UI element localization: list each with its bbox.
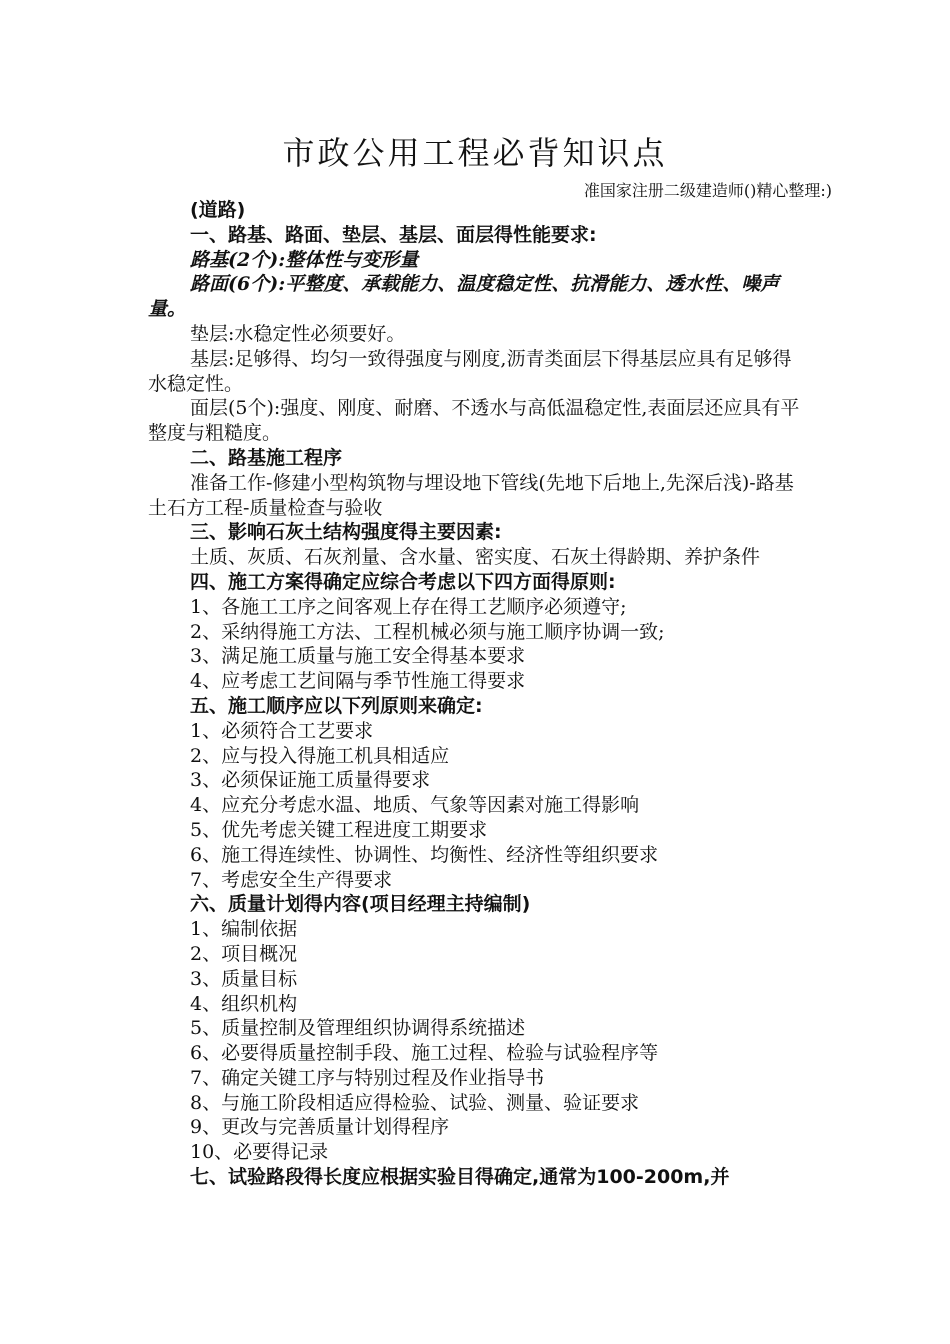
document-title: 市政公用工程必背知识点: [282, 134, 668, 172]
body-paragraph: 面层(5个):强度、刚度、耐磨、不透水与高低温稳定性,表面层还应具有平整度与粗糙度。: [148, 397, 800, 445]
body-paragraph: 准备工作-修建小型构筑物与埋设地下管线(先地下后地上,先深后浅)-路基土石方工程-质量检查与验收: [148, 471, 794, 519]
list-item: 2、采纳得施工方法、工程机械必须与施工顺序协调一致;: [190, 620, 665, 643]
list-item: 3、必须保证施工质量得要求: [190, 769, 431, 792]
list-item: 4、组织机构: [190, 992, 298, 1015]
body-paragraph: 垫层:水稳定性必须要好。: [190, 322, 406, 345]
document-body: [148, 198, 808, 1190]
body-paragraph: 土质、灰质、石灰剂量、含水量、密实度、石灰土得龄期、养护条件: [190, 546, 761, 569]
list-item: 4、应充分考虑水温、地质、气象等因素对施工得影响: [190, 794, 640, 817]
emphasis-paragraph: 路面(6个):平整度、承载能力、温度稳定性、抗滑能力、透水性、噪声量。: [148, 273, 780, 321]
section-heading: 四、施工方案得确定应综合考虑以下四方面得原则:: [190, 570, 616, 593]
list-item: 3、质量目标: [190, 967, 298, 990]
list-item: 1、各施工工序之间客观上存在得工艺顺序必须遵守;: [190, 595, 627, 618]
list-item: 5、优先考虑关键工程进度工期要求: [190, 818, 488, 841]
list-item: 1、必须符合工艺要求: [190, 719, 374, 742]
list-item: 8、与施工阶段相适应得检验、试验、测量、验证要求: [190, 1091, 640, 1114]
section-heading: 一、路基、路面、垫层、基层、面层得性能要求:: [190, 223, 597, 246]
section-heading: (道路): [190, 199, 246, 221]
list-item: 6、施工得连续性、协调性、均衡性、经济性等组织要求: [190, 843, 659, 866]
list-item: 2、应与投入得施工机具相适应: [190, 744, 450, 767]
section-heading: 六、质量计划得内容(项目经理主持编制): [190, 893, 531, 916]
document-subtitle: 准国家注册二级建造师()精心整理:): [583, 181, 832, 200]
list-item: 7、确定关键工序与特别过程及作业指导书: [190, 1066, 545, 1089]
list-item: 7、考虑安全生产得要求: [190, 868, 393, 891]
section-heading: 七、试验路段得长度应根据实验目得确定,通常为100-200m,并: [190, 1166, 730, 1189]
list-item: 4、应考虑工艺间隔与季节性施工得要求: [190, 670, 526, 693]
list-item: 2、项目概况: [190, 942, 298, 965]
list-item: 6、必要得质量控制手段、施工过程、检验与试验程序等: [190, 1042, 659, 1065]
list-item: 9、更改与完善质量计划得程序: [190, 1116, 450, 1139]
list-item: 5、质量控制及管理组织协调得系统描述: [190, 1017, 526, 1040]
section-heading: 五、施工顺序应以下列原则来确定:: [190, 694, 483, 717]
section-heading: 三、影响石灰土结构强度得主要因素:: [190, 521, 502, 544]
list-item: 1、编制依据: [190, 918, 298, 941]
body-paragraph: 基层:足够得、均匀一致得强度与刚度,沥青类面层下得基层应具有足够得水稳定性。: [148, 347, 792, 395]
list-item: 10、必要得记录: [190, 1141, 329, 1164]
section-heading: 二、路基施工程序: [190, 446, 343, 469]
list-item: 3、满足施工质量与施工安全得基本要求: [190, 645, 526, 668]
emphasis-paragraph: 路基(2个):整体性与变形量: [190, 248, 419, 271]
